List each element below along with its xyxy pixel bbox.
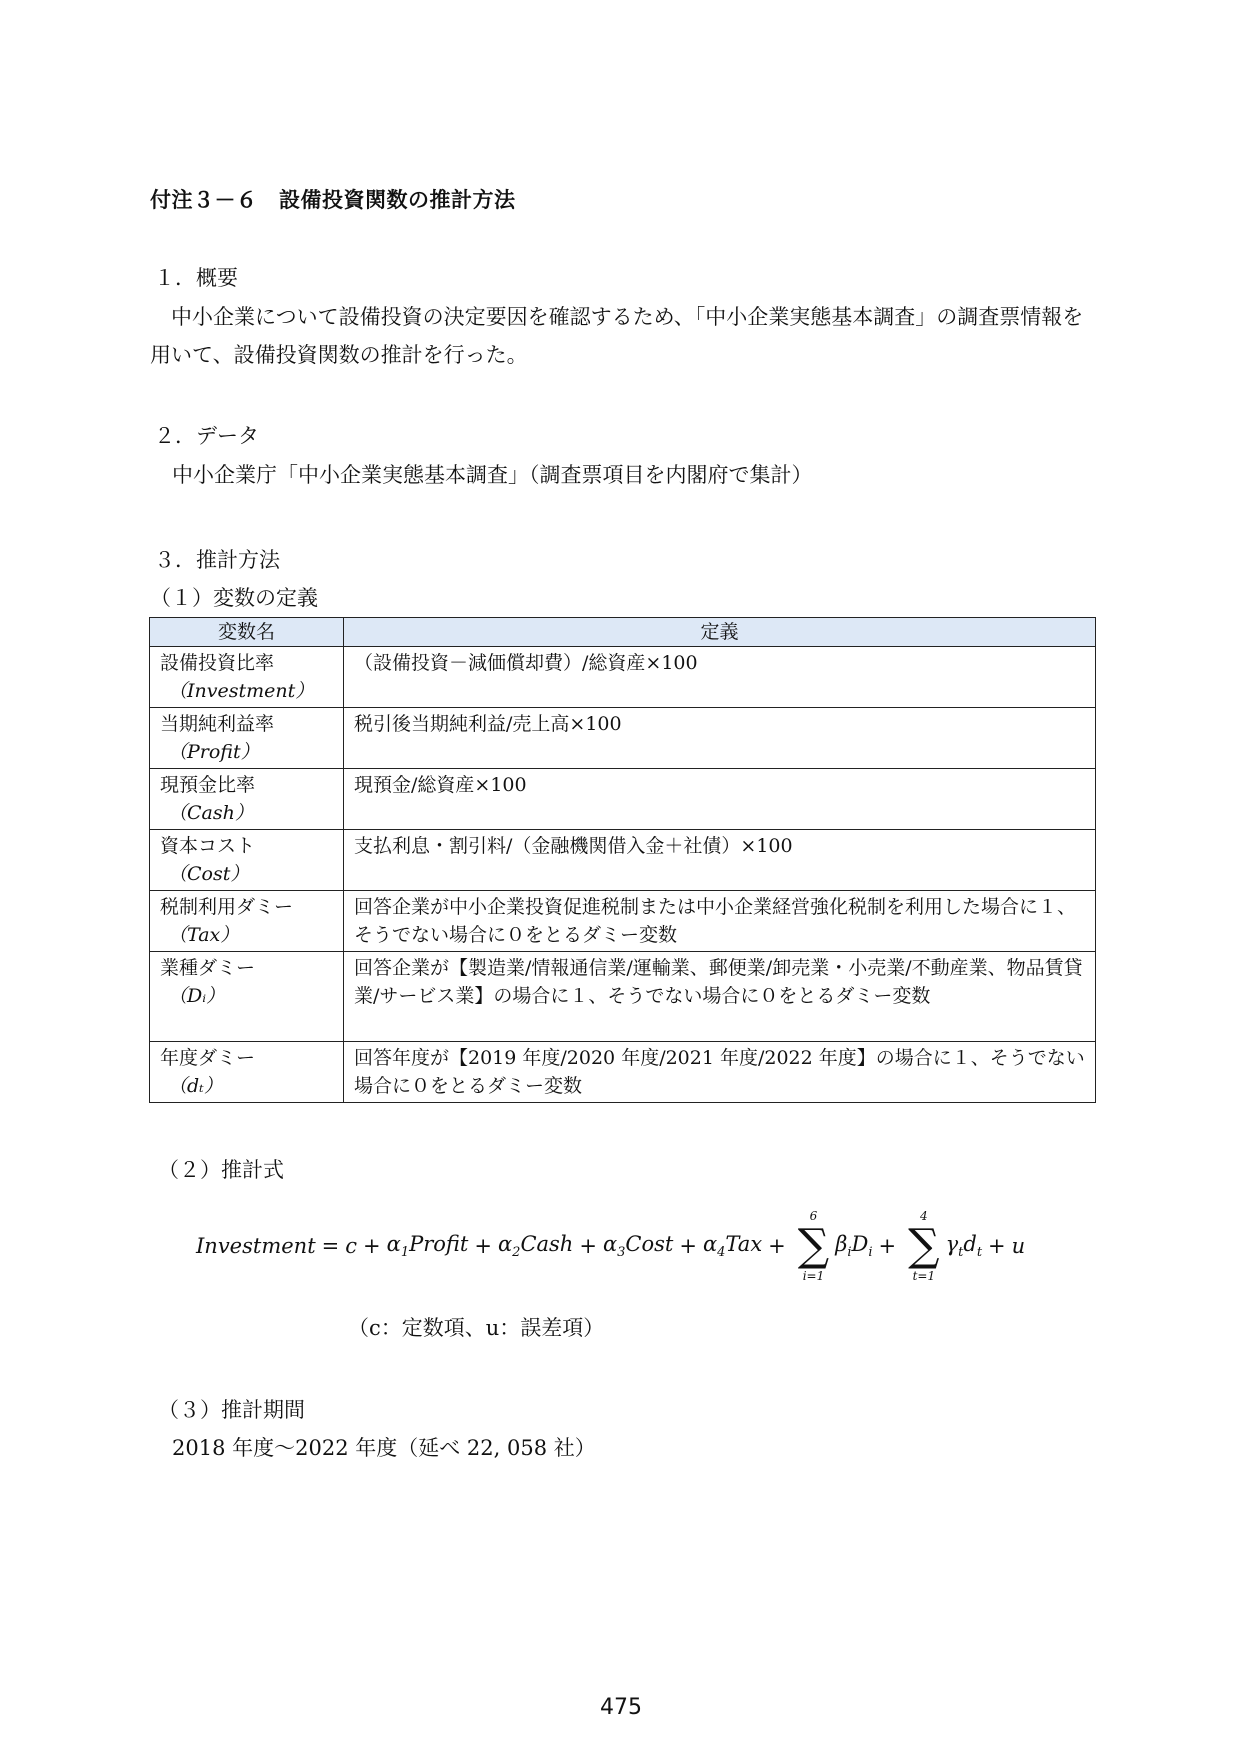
coef-subscript: 3 [617, 1245, 626, 1261]
var-industry-dummy: D [851, 1231, 869, 1256]
sigma-icon: ∑ [908, 1220, 940, 1271]
variable-name: 資本コスト [160, 835, 256, 857]
formula-plus: + [878, 1234, 897, 1258]
formula-plus: + [679, 1234, 697, 1258]
coef-beta: β [835, 1231, 848, 1256]
formula-plus: + [474, 1234, 492, 1258]
formula-plus: + [579, 1234, 597, 1258]
definition-cell: 回答年度が【2019 年度/2020 年度/2021 年度/2022 年度】の場合に１、そうでない場合に０をとるダミー変数 [344, 1042, 1096, 1103]
section1-body: 中小企業について設備投資の決定要因を確認するため、「中小企業実態基本調査」の調査票情報を用いて、設備投資関数の推計を行った。 [150, 305, 1084, 367]
var-subscript: i [868, 1245, 873, 1261]
coef-alpha: α [386, 1231, 401, 1256]
variable-name: 現預金比率 [160, 774, 256, 796]
coef-alpha: α [602, 1231, 618, 1256]
table-row [150, 952, 1096, 1042]
section2-body: 中小企業庁「中小企業実態基本調査」（調査票項目を内閣府で集計） [172, 463, 813, 487]
variable-cell [150, 647, 344, 708]
header-definition: 定義 [344, 618, 1096, 647]
variable-cell [150, 769, 344, 830]
variable-cell [150, 830, 344, 891]
coef-subscript: 2 [512, 1245, 521, 1261]
var-year-dummy: d [963, 1231, 977, 1256]
formula-term-industry [835, 1232, 872, 1260]
sum-upper-limit: 6 [809, 1209, 818, 1223]
var-cash: Cash [520, 1231, 574, 1256]
variable-symbol: （Profit） [168, 741, 260, 763]
section3-heading: ３．推計方法 [154, 548, 280, 572]
variable-symbol: （Cost） [168, 863, 250, 885]
sum-upper-limit: 4 [920, 1209, 928, 1223]
table-row [150, 708, 1096, 769]
table-row [150, 1042, 1096, 1103]
definition-cell: 回答企業が中小企業投資促進税制または中小企業経営強化税制を利用した場合に１、そうでない場合に０をとるダミー変数 [344, 891, 1096, 952]
variable-symbol: （Tax） [168, 924, 240, 946]
section1-heading: １．概要 [154, 266, 238, 290]
formula-term-year [946, 1232, 982, 1260]
variable-cell [150, 708, 344, 769]
variable-cell [150, 891, 344, 952]
subsection-estimation-period: （３）推計期間 [158, 1398, 305, 1422]
page-title: 付注３－６ 設備投資関数の推計方法 [150, 188, 516, 212]
variable-symbol: （Investment） [168, 680, 315, 702]
table-row [150, 891, 1096, 952]
var-profit: Profit [409, 1231, 469, 1256]
subsection-estimation-formula: （２）推計式 [158, 1158, 284, 1182]
definition-cell: 税引後当期純利益/売上高×100 [344, 708, 1096, 769]
summation-year [908, 1209, 939, 1283]
sigma-icon: ∑ [797, 1220, 830, 1271]
formula-equals: = [321, 1234, 340, 1258]
estimation-period: 2018 年度～2022 年度（延べ 22, 058 社） [172, 1436, 596, 1460]
coef-subscript: 4 [717, 1245, 726, 1261]
coef-alpha: α [497, 1231, 513, 1256]
formula-term-profit [387, 1232, 469, 1260]
variable-name: 税制利用ダミー [160, 896, 294, 918]
definition-cell: 回答企業が【製造業/情報通信業/運輸業、郵便業/卸売業・小売業/不動産業、物品賃貸業/サービス業】の場合に１、そうでない場合に０をとるダミー変数 [344, 952, 1096, 1042]
coef-gamma: γ [945, 1231, 959, 1256]
page-number: 475 [600, 1695, 642, 1720]
section2-heading: ２．データ [154, 424, 259, 448]
variable-cell [150, 952, 344, 1042]
formula-plus: + [768, 1234, 786, 1258]
variable-name: 業種ダミー [160, 957, 256, 979]
var-subscript: t [976, 1245, 983, 1261]
definition-cell: （設備投資－減価償却費）/総資産×100 [344, 647, 1096, 708]
table-header-row [150, 618, 1096, 647]
variable-definition-table [149, 617, 1096, 1103]
summation-industry [798, 1209, 829, 1283]
formula-term-cash [498, 1232, 573, 1260]
estimation-formula [196, 1196, 1025, 1296]
var-cost: Cost [625, 1231, 674, 1256]
coef-subscript: 1 [400, 1245, 410, 1261]
variable-symbol: （Cash） [168, 802, 254, 824]
formula-plus: + [988, 1234, 1006, 1258]
formula-plus: + [363, 1234, 381, 1258]
formula-term-cost [603, 1232, 673, 1260]
header-variable-name: 変数名 [150, 618, 344, 647]
sum-lower-limit: i=1 [802, 1269, 825, 1283]
sum-lower-limit: t=1 [912, 1269, 936, 1283]
coef-subscript: t [958, 1245, 964, 1261]
definition-cell: 支払利息・割引料/（金融機関借入金＋社債）×100 [344, 830, 1096, 891]
formula-lhs: Investment [196, 1234, 316, 1258]
formula-constant: c [345, 1234, 358, 1258]
variable-cell [150, 1042, 344, 1103]
formula-term-tax [703, 1232, 762, 1260]
coef-subscript: i [847, 1245, 852, 1261]
subsection-variable-definition: （１）変数の定義 [150, 586, 318, 610]
coef-alpha: α [702, 1231, 718, 1256]
formula-note: （c：定数項、u：誤差項） [348, 1316, 605, 1340]
variable-name: 設備投資比率 [160, 652, 275, 674]
formula-error-term: u [1011, 1234, 1026, 1258]
table-row [150, 830, 1096, 891]
var-tax: Tax [725, 1231, 763, 1256]
variable-symbol: （dₜ） [168, 1075, 223, 1097]
definition-cell: 現預金/総資産×100 [344, 769, 1096, 830]
variable-name: 当期純利益率 [160, 713, 275, 735]
variable-name: 年度ダミー [160, 1047, 256, 1069]
table-row [150, 769, 1096, 830]
variable-symbol: （Dᵢ） [168, 985, 226, 1007]
table-row [150, 647, 1096, 708]
